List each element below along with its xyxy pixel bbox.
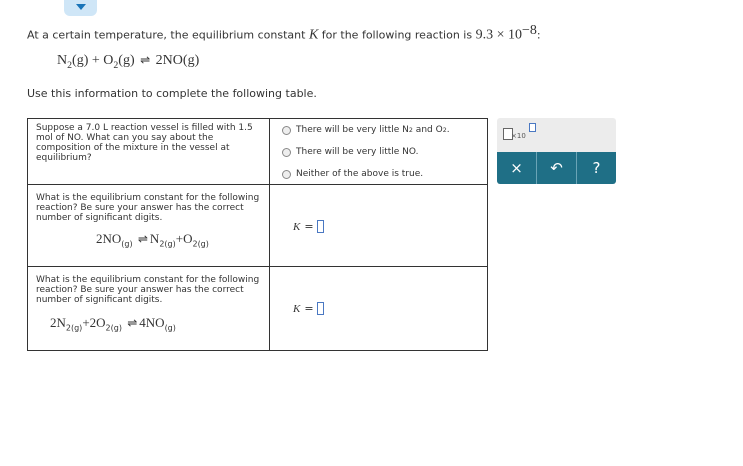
undo-icon: ↶ — [550, 159, 563, 177]
clear-button[interactable] — [497, 152, 537, 184]
chevron-down-icon — [76, 4, 86, 10]
close-icon: × — [510, 159, 523, 177]
main-reaction-equation: $N_2(g) + O_2(g)$ ⇌ 2NO(g) — [57, 53, 200, 71]
undo-button[interactable] — [537, 152, 577, 184]
intro-text: At a certain temperature, the equilibrium constant K for the following reaction is $9.3 \times 10^{-8}$: — [27, 23, 541, 43]
row2-answer: K = — [293, 220, 324, 233]
radio-button[interactable] — [282, 148, 291, 157]
row3-answer-input[interactable] — [317, 302, 324, 315]
row1-question: Suppose a 7.0 L reaction vessel is filled with 1.5 mol of NO. What can you say about the composition of the mixture in the vessel at equilibrium? — [36, 123, 253, 163]
equilibrium-arrow-icon: ⇌ — [140, 53, 151, 67]
collapse-toggle-tab[interactable] — [64, 0, 97, 16]
row3-reaction-equation: $2N_{2(g)}+2O_{2(g)}$ ⇌ $4NO_{(g)}$ — [50, 315, 176, 333]
equilibrium-arrow-icon: ⇌ — [127, 316, 138, 330]
row3-answer: K = — [293, 302, 324, 315]
row2-reaction-equation: $2NO_{(g)}$ ⇌ $N_{2(g)}+O_{2(g)}$ — [96, 231, 209, 249]
question-table — [27, 118, 488, 351]
option-little-no[interactable]: There will be very little NO. — [282, 147, 419, 157]
instruction-text: Use this information to complete the following table. — [27, 87, 317, 100]
radio-button[interactable] — [282, 126, 291, 135]
help-icon: ? — [592, 159, 601, 177]
help-button[interactable] — [577, 152, 616, 184]
equilibrium-arrow-icon: ⇌ — [137, 232, 148, 246]
row2-answer-input[interactable] — [317, 220, 324, 233]
row2-question: What is the equilibrium constant for the following reaction? Be sure your answer has the correct number of significant digits. — [36, 193, 260, 223]
option-little-n2-o2[interactable]: There will be very little N 2 and O 2 . — [282, 125, 450, 135]
row3-question: What is the equilibrium constant for the following reaction? Be sure your answer has the correct number of significant digits. — [36, 275, 260, 305]
option-neither[interactable]: Neither of the above is true. — [282, 169, 423, 179]
answer-tools-panel: ×10 × ↶ ? — [497, 118, 616, 184]
radio-button[interactable] — [282, 170, 291, 179]
